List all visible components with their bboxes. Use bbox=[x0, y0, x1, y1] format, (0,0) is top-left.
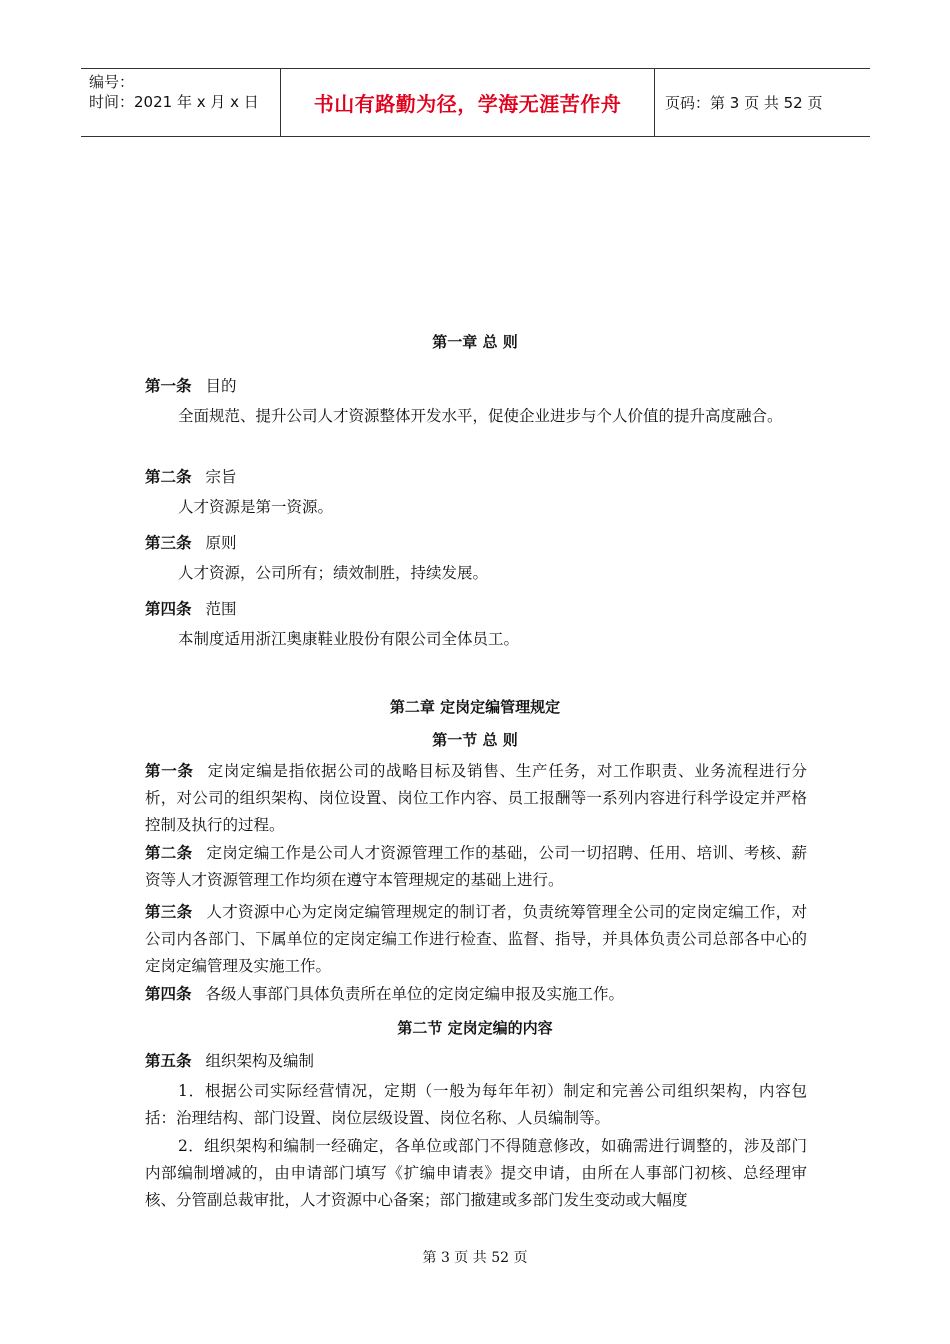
article-number: 第五条 bbox=[145, 1052, 192, 1070]
article-title: 宗旨 bbox=[205, 468, 237, 486]
article-number: 第三条 bbox=[145, 903, 193, 921]
section-2-title: 第二节 定岗定编的内容 bbox=[397, 1019, 553, 1037]
header-center-cell bbox=[280, 69, 655, 136]
article-item: 2．组织架构和编制一经确定，各单位或部门不得随意修改，如确需进行调整的，涉及部门内部编制增减的，由申请部门填写《扩编申请表》提交申请，由所在人事部门初核、总经理审核、分管副总裁审批，人才资源中心备案；部门撤建或多部门发生变动或大幅度 bbox=[145, 1137, 807, 1209]
article-number: 第一条 bbox=[145, 762, 194, 780]
article-number: 第一条 bbox=[145, 377, 192, 395]
page-header bbox=[81, 68, 870, 137]
article-heading bbox=[145, 465, 237, 487]
page-footer: 第 3 页 共 52 页 bbox=[422, 1250, 528, 1266]
article-paragraph bbox=[145, 758, 807, 839]
article-title: 目的 bbox=[205, 377, 237, 395]
article-body: 本制度适用浙江奥康鞋业股份有限公司全体员工。 bbox=[178, 630, 520, 648]
article-paragraph bbox=[145, 981, 807, 1008]
article-heading bbox=[145, 1049, 314, 1071]
header-right-cell bbox=[655, 69, 870, 136]
article-heading bbox=[145, 374, 237, 396]
article-body: 定岗定编是指依据公司的战略目标及销售、生产任务，对工作职责、业务流程进行分析，对公司的组织架构、岗位设置、岗位工作内容、员工报酬等一系列内容进行科学设定并严格控制及执行的过程。 bbox=[145, 762, 807, 834]
motto: 书山有路勤为径，学海无涯苦作舟 bbox=[313, 92, 622, 116]
article-heading bbox=[145, 597, 237, 619]
article-number: 第四条 bbox=[145, 985, 192, 1003]
article-title: 范围 bbox=[205, 600, 237, 618]
article-number: 第三条 bbox=[145, 534, 192, 552]
article-number: 第二条 bbox=[145, 468, 192, 486]
article-title: 原则 bbox=[205, 534, 237, 552]
article-paragraph bbox=[145, 899, 807, 980]
article-body: 定岗定编工作是公司人才资源管理工作的基础，公司一切招聘、任用、培训、考核、薪资等人才资源管理工作均须在遵守本管理规定的基础上进行。 bbox=[145, 844, 807, 889]
article-body: 全面规范、提升公司人才资源整体开发水平，促使企业进步与个人价值的提升高度融合。 bbox=[178, 407, 783, 425]
article-number: 第二条 bbox=[145, 844, 193, 862]
article-body: 人才资源是第一资源。 bbox=[178, 498, 334, 516]
time-label: 时间：2021 年 x 月 x 日 bbox=[89, 93, 259, 111]
article-body: 各级人事部门具体负责所在单位的定岗定编申报及实施工作。 bbox=[205, 985, 625, 1003]
section-1-title: 第一节 总 则 bbox=[432, 731, 518, 749]
article-heading bbox=[145, 531, 237, 553]
header-left-cell bbox=[81, 69, 280, 136]
article-title: 组织架构及编制 bbox=[205, 1052, 315, 1070]
article-paragraph bbox=[145, 840, 807, 894]
article-item: 1．根据公司实际经营情况，定期（一般为每年年初）制定和完善公司组织架构，内容包括：治理结构、部门设置、岗位层级设置、岗位名称、人员编制等。 bbox=[145, 1082, 807, 1127]
article-body: 人才资源中心为定岗定编管理规定的制订者，负责统筹管理全公司的定岗定编工作，对公司内各部门、下属单位的定岗定编工作进行检查、监督、指导，并具体负责公司总部各中心的定岗定编管理及实施工作。 bbox=[145, 903, 807, 975]
page-info: 页码：第 3 页 共 52 页 bbox=[665, 94, 823, 112]
chapter-2-title: 第二章 定岗定编管理规定 bbox=[389, 698, 561, 716]
article-number: 第四条 bbox=[145, 600, 192, 618]
article-body: 人才资源，公司所有；绩效制胜，持续发展。 bbox=[178, 564, 489, 582]
chapter-1-title: 第一章 总 则 bbox=[432, 333, 518, 351]
number-label: 编号： bbox=[89, 73, 135, 91]
